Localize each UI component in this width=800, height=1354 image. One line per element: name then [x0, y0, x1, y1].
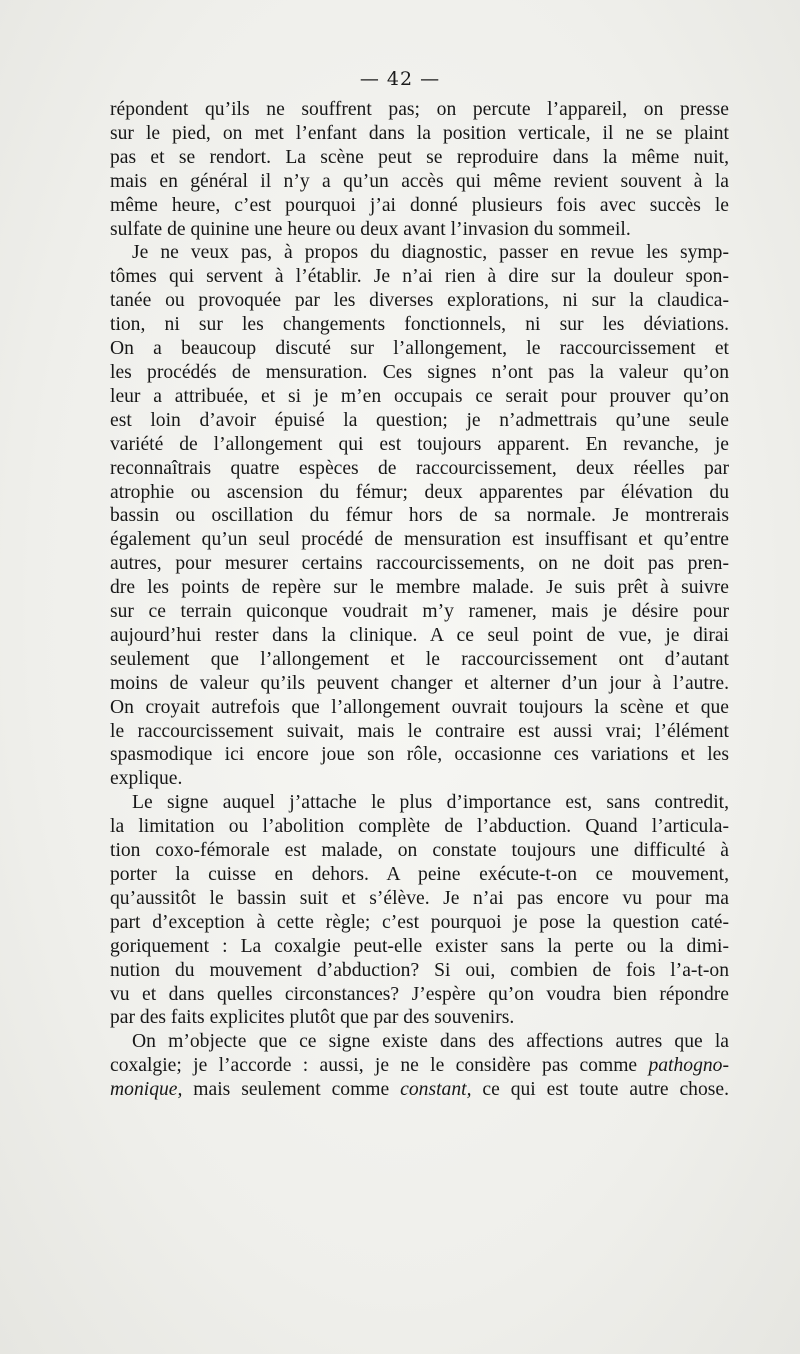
- text-line: bassin ou oscillation du fémur hors de sa normale. Je montrerais: [110, 505, 729, 527]
- text-line: On croyait autrefois que l’allongement ouvrait toujours la scène et que: [110, 696, 729, 718]
- text-line: Le signe auquel j’attache le plus d’importance est, sans contredit,: [132, 792, 729, 814]
- page-number: — 42 —: [359, 68, 441, 90]
- text-line: tanée ou provoquée par les diverses explorations, ni sur la claudica-: [110, 290, 729, 312]
- text-line: tion coxo-fémorale est malade, on constate toujours une difficulté à: [110, 840, 729, 862]
- text-line: moins de valeur qu’ils peuvent changer et alterner d’un jour à l’autre.: [110, 672, 729, 694]
- text-line: pas et se rendort. La scène peut se reproduire dans la même nuit,: [110, 146, 729, 168]
- text-line: sulfate de quinine une heure ou deux avant l’invasion du sommeil.: [110, 218, 631, 240]
- text-line: qu’aussitôt le bassin suit et s’élève. Je n’ai pas encore vu pour ma: [110, 887, 729, 909]
- text-line: est loin d’avoir épuisé la question; je n’admettrais qu’une seule: [110, 409, 729, 431]
- text-line: part d’exception à cette règle; c’est pourquoi je pose la question caté-: [110, 911, 729, 933]
- text-line: répondent qu’ils ne souffrent pas; on percute l’appareil, on presse: [110, 99, 729, 120]
- text-line: atrophie ou ascension du fémur; deux apparentes par élévation du: [110, 481, 729, 503]
- italic-term: constant,: [400, 1079, 472, 1101]
- text-line: tômes qui servent à l’établir. Je n’ai rien à dire sur la douleur spon-: [110, 266, 729, 288]
- text-line: également qu’un seul procédé de mensuration est insuffisant et qu’entre: [110, 529, 729, 551]
- text-line: sur ce terrain quiconque voudrait m’y ramener, mais je désire pour: [110, 601, 729, 623]
- text-line: les procédés de mensuration. Ces signes n’ont pas la valeur qu’on: [110, 361, 729, 383]
- text-line: spasmodique ici encore joue son rôle, occasionne ces variations et les: [110, 744, 729, 766]
- text-line: sur le pied, on met l’enfant dans la position verticale, il ne se plaint: [110, 122, 729, 144]
- text-line: nution du mouvement d’abduction? Si oui, combien de fois l’a-t-on: [110, 959, 729, 981]
- text-line: variété de l’allongement qui est toujours apparent. En revanche, je: [110, 433, 729, 455]
- text-line: explique.: [110, 768, 183, 790]
- text-line: aujourd’hui rester dans la clinique. A ce seul point de vue, je dirai: [110, 624, 729, 646]
- text-line: le raccourcissement suivait, mais le contraire est aussi vrai; l’élément: [110, 720, 729, 742]
- text-line: la limitation ou l’abolition complète de l’abduction. Quand l’articula-: [110, 816, 729, 838]
- text-line: seulement que l’allongement et le raccourcissement ont d’autant: [110, 648, 729, 670]
- text-segment: coxalgie; je l’accorde : aussi, je ne le considère pas comme: [110, 1055, 649, 1077]
- text-line: [110, 1054, 729, 1078]
- text-line: On m’objecte que ce signe existe dans des affections autres que la: [132, 1031, 729, 1053]
- text-line: On a beaucoup discuté sur l’allongement, le raccourcissement et: [110, 338, 729, 360]
- document-body: [110, 98, 729, 1102]
- text-line: par des faits explicites plutôt que par des souvenirs.: [110, 1007, 515, 1029]
- text-line: même heure, c’est pourquoi j’ai donné plusieurs fois avec succès le: [110, 194, 729, 216]
- text-line: reconnaîtrais quatre espèces de raccourcissement, deux réelles par: [110, 457, 729, 479]
- text-line: leur a attribuée, et si je m’en occupais ce serait pour prouver qu’on: [110, 385, 729, 407]
- text-line: tion, ni sur les changements fonctionnels, ni sur les déviations.: [110, 314, 729, 336]
- text-line: goriquement : La coxalgie peut-elle exister sans la perte ou la dimi-: [110, 935, 729, 957]
- text-segment: ce qui est toute autre chose.: [471, 1079, 729, 1101]
- text-line: dre les points de repère sur le membre malade. Je suis prêt à suivre: [110, 577, 729, 599]
- text-line: Je ne veux pas, à propos du diagnostic, passer en revue les symp-: [132, 242, 729, 264]
- italic-term: monique,: [110, 1079, 183, 1101]
- text-line: [110, 1078, 729, 1102]
- text-line: vu et dans quelles circonstances? J’espère qu’on voudra bien répondre: [110, 983, 729, 1005]
- text-line: autres, pour mesurer certains raccourcissements, on ne doit pas pren-: [110, 553, 729, 575]
- text-line: mais en général il n’y a qu’un accès qui même revient souvent à la: [110, 170, 729, 192]
- italic-term: pathogno-: [648, 1055, 729, 1077]
- text-line: porter la cuisse en dehors. A peine exécute-t-on ce mouvement,: [110, 864, 729, 885]
- text-segment: mais seulement comme: [182, 1079, 401, 1101]
